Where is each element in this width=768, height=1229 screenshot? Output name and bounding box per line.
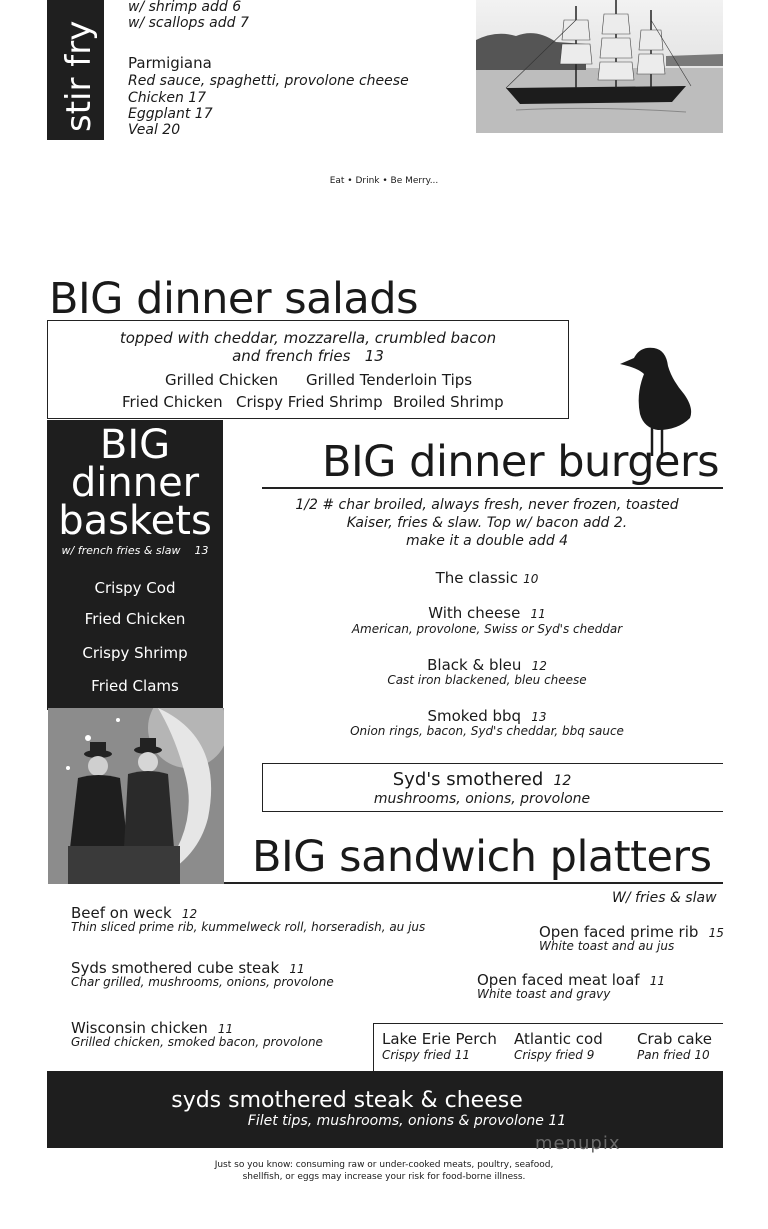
disclaimer: shellfish, or eggs may increase your risk for food-borne illness. (242, 1172, 526, 1182)
tagline: Eat • Drink • Be Merry... (329, 176, 439, 186)
salad-item: Grilled Tenderloin Tips (306, 371, 473, 389)
parmigiana-desc: Red sauce, spaghetti, provolone cheese (128, 73, 409, 89)
seafood-item: Lake Erie Perch (382, 1030, 497, 1048)
sandwich-desc: Grilled chicken, smoked bacon, provolone (71, 1035, 323, 1049)
baskets-sub: w/ french fries & slaw 13 (61, 544, 209, 557)
burger-item: Black & bleu 12 (427, 656, 547, 674)
parmigiana-option: Veal 20 (128, 122, 181, 138)
salad-item: Grilled Chicken (165, 371, 279, 389)
watermark: menupix (535, 1133, 621, 1154)
sandwich-item: Syds smothered cube steak 11 (71, 959, 305, 977)
sandwich-desc: White toast and au jus (539, 939, 675, 953)
burger-item: With cheese 11 (428, 604, 546, 622)
sandwich-item: Wisconsin chicken 11 (71, 1019, 234, 1037)
syds-smothered-title: Syd's smothered 12 (392, 769, 572, 790)
sandwiches-heading: BIG sandwich platters (252, 832, 712, 882)
sandwich-item: Open faced meat loaf 11 (477, 971, 666, 989)
burger-item: The classic 10 (435, 569, 539, 587)
steak-cheese-desc: Filet tips, mushrooms, onions & provolone 11 (247, 1113, 567, 1129)
sandwich-desc: Thin sliced prime rib, kummelweck roll, horseradish, au jus (71, 920, 426, 934)
basket-item: Fried Clams (91, 677, 179, 695)
basket-item: Fried Chicken (84, 610, 186, 628)
stir-fry-label: stir fry (59, 20, 99, 132)
burger-desc: Onion rings, bacon, Syd's cheddar, bbq sauce (350, 724, 624, 738)
disclaimer: Just so you know: consuming raw or under-cooked meats, poultry, seafood, (214, 1160, 554, 1170)
basket-item: Crispy Cod (94, 579, 176, 597)
burger-item: Smoked bbq 13 (427, 707, 547, 725)
parmigiana-title: Parmigiana (128, 54, 212, 72)
salads-desc-line1: topped with cheddar, mozzarella, crumbled bacon (119, 329, 497, 347)
burgers-rule (262, 487, 723, 489)
burger-desc: American, provolone, Swiss or Syd's cheddar (351, 622, 623, 636)
men-on-moon-photo (48, 708, 224, 884)
sandwiches-rule (224, 882, 723, 884)
steak-cheese-bar (47, 1071, 723, 1154)
salad-item: Crispy Fried Shrimp (236, 393, 383, 411)
seafood-desc: Crispy fried 11 (382, 1048, 471, 1062)
baskets-heading-line: dinner (70, 460, 200, 506)
sandwich-item: Open faced prime rib 15 (539, 923, 724, 941)
shrimp-add: w/ shrimp add 6 (128, 0, 242, 15)
baskets-heading-line: BIG (99, 422, 171, 468)
seafood-item: Crab cake (637, 1030, 712, 1048)
burgers-desc: make it a double add 4 (405, 533, 569, 549)
basket-item: Crispy Shrimp (82, 644, 188, 662)
burgers-desc: 1/2 # char broiled, always fresh, never frozen, toasted (295, 497, 679, 513)
seafood-item: Atlantic cod (514, 1030, 603, 1048)
sandwich-item: Beef on weck 12 (71, 904, 198, 922)
sailing-ship-photo (476, 0, 723, 133)
syds-smothered-desc: mushrooms, onions, provolone (373, 791, 591, 807)
burger-desc: Cast iron blackened, bleu cheese (387, 673, 587, 687)
burgers-heading: BIG dinner burgers (322, 437, 720, 487)
seafood-desc: Crispy fried 9 (514, 1048, 595, 1062)
sandwich-desc: Char grilled, mushrooms, onions, provolone (71, 975, 334, 989)
salads-heading: BIG dinner salads (49, 274, 418, 324)
steak-cheese-name: syds smothered steak & cheese (171, 1088, 523, 1113)
burgers-desc: Kaiser, fries & slaw. Top w/ bacon add 2. (346, 515, 628, 531)
salads-desc-line2: and french fries 13 (232, 347, 384, 365)
salad-item: Broiled Shrimp (393, 393, 504, 411)
salad-item: Fried Chicken (122, 393, 223, 411)
seafood-desc: Pan fried 10 (637, 1048, 710, 1062)
sandwich-desc: White toast and gravy (477, 987, 611, 1001)
scallops-add: w/ scallops add 7 (128, 15, 249, 31)
sandwiches-sub: W/ fries & slaw (612, 890, 717, 906)
parmigiana-option: Eggplant 17 (128, 106, 213, 122)
parmigiana-option: Chicken 17 (128, 90, 207, 106)
baskets-panel (47, 420, 223, 710)
baskets-heading-line: baskets (58, 498, 212, 544)
